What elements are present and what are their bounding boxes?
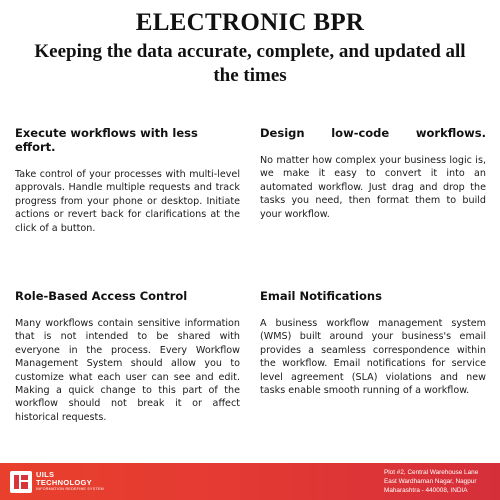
logo-text [36, 471, 104, 492]
feature-body: Take control of your processes with multi-level approvals. Handle multiple requests and track progress from your phone or desktop. Initiate actions or revert back for clarifications at the click of a button. [15, 169, 240, 234]
feature-heading: Design low-code workflows. [260, 126, 486, 140]
feature-body: A business workflow management system (WMS) built around your business's email provides a seamless correspondence within the workflow. Email notifications for service level agreement (SLA) violations and new tasks enable smooth running of a workflow. [260, 318, 486, 397]
logo-tagline: INFORMATION REDEFINE SYSTEM [36, 487, 104, 491]
company-logo [10, 469, 104, 494]
page-subtitle: Keeping the data accurate, complete, and updated all the times [34, 41, 466, 86]
page-header [0, 8, 500, 88]
feature-role-based-access [15, 289, 240, 424]
feature-execute-workflows [15, 126, 240, 235]
feature-body: Many workflows contain sensitive information that is not intended to be shared with everyone in the process. Every Workflow Management System should allow you to customize what each user can see and edit. Making a quick change to this part of the workflow should not break it or affect historical requests. [15, 318, 240, 423]
feature-heading: Role-Based Access Control [15, 289, 188, 303]
address-line: Maharashtra - 440008, INDIA [384, 487, 468, 494]
footer-bar [0, 463, 500, 500]
feature-heading: Execute workflows with less effort. [15, 126, 198, 154]
feature-body: No matter how complex your business logic is, we make it easy to convert it into an automated workflow. Just drag and drop the tasks you need, then format them to build your workflow. [260, 155, 486, 220]
address-line: East Wardhaman Nagar, Nagpur [384, 478, 477, 485]
address-line: Plot #2, Central Warehouse Lane [384, 469, 479, 476]
logo-line1: UILS [36, 470, 55, 479]
logo-icon [10, 471, 32, 493]
page-title: ELECTRONIC BPR [135, 9, 365, 36]
company-address [384, 468, 478, 495]
feature-heading: Email Notifications [260, 289, 382, 303]
feature-design-low-code [260, 126, 486, 221]
logo-line2: TECHNOLOGY [36, 478, 92, 487]
feature-email-notifications [260, 289, 486, 397]
